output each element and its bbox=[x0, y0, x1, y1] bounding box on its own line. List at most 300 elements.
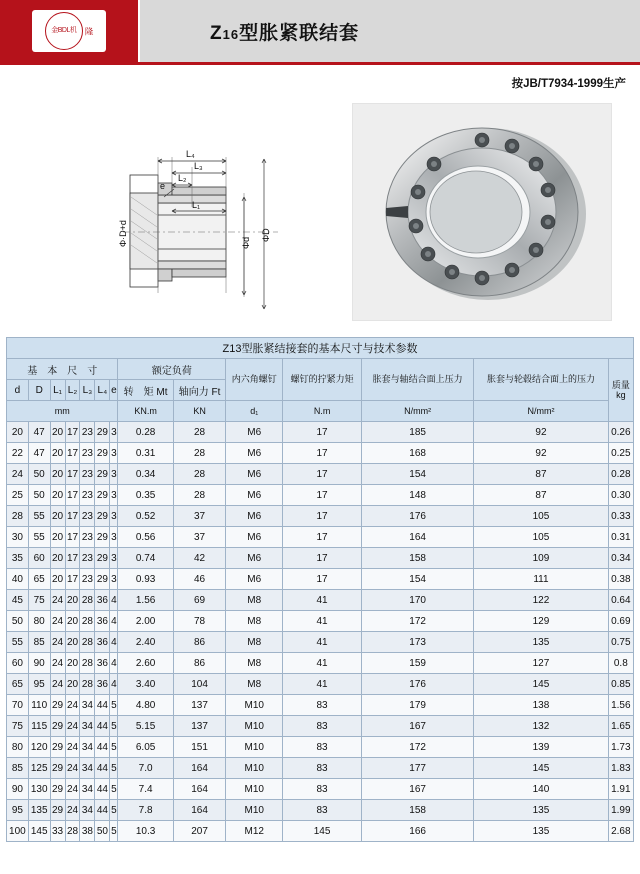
table-cell: 50 bbox=[28, 485, 50, 506]
table-cell: 20 bbox=[65, 674, 80, 695]
table-cell: 47 bbox=[28, 422, 50, 443]
table-cell: 109 bbox=[474, 548, 608, 569]
table-cell: 185 bbox=[362, 422, 474, 443]
table-cell: 86 bbox=[173, 653, 226, 674]
table-cell: 34 bbox=[80, 695, 95, 716]
table-cell: 29 bbox=[50, 695, 65, 716]
table-cell: M10 bbox=[226, 737, 283, 758]
table-cell: 167 bbox=[362, 716, 474, 737]
table-cell: 5 bbox=[110, 695, 118, 716]
table-cell: 5 bbox=[110, 821, 118, 842]
table-cell: 17 bbox=[65, 548, 80, 569]
unit-ma: N.m bbox=[283, 401, 362, 422]
table-cell: 34 bbox=[80, 716, 95, 737]
table-cell: M8 bbox=[226, 590, 283, 611]
table-cell: 17 bbox=[283, 422, 362, 443]
table-cell: 0.69 bbox=[608, 611, 633, 632]
table-cell: M6 bbox=[226, 485, 283, 506]
table-cell: 24 bbox=[65, 800, 80, 821]
table-cell: M6 bbox=[226, 548, 283, 569]
table-cell: 0.56 bbox=[118, 527, 173, 548]
table-cell: 60 bbox=[28, 548, 50, 569]
table-cell: 23 bbox=[80, 443, 95, 464]
unit-pf2: N/mm² bbox=[474, 401, 608, 422]
dim-label-L2: L₂ bbox=[178, 173, 187, 183]
figure-area bbox=[8, 97, 632, 327]
col-L2: L₂ bbox=[65, 380, 80, 401]
table-cell: 44 bbox=[95, 758, 110, 779]
table-cell: 83 bbox=[283, 800, 362, 821]
col-e: e bbox=[110, 380, 118, 401]
unit-pf: N/mm² bbox=[362, 401, 474, 422]
table-cell: 28 bbox=[173, 422, 226, 443]
dim-label-L3: L₃ bbox=[194, 161, 203, 171]
table-cell: 30 bbox=[7, 527, 29, 548]
dim-label-Dd: Φ·D+d bbox=[118, 220, 128, 247]
table-cell: 17 bbox=[65, 569, 80, 590]
dim-label-d: Φd bbox=[241, 236, 251, 249]
col-D: D bbox=[28, 380, 50, 401]
table-cell: 10.3 bbox=[118, 821, 173, 842]
table-cell: 0.74 bbox=[118, 548, 173, 569]
table-row bbox=[7, 464, 634, 485]
table-cell: 2.40 bbox=[118, 632, 173, 653]
table-cell: 122 bbox=[474, 590, 608, 611]
table-cell: 24 bbox=[65, 716, 80, 737]
table-cell: 127 bbox=[474, 653, 608, 674]
table-cell: 45 bbox=[7, 590, 29, 611]
table-cell: 0.25 bbox=[608, 443, 633, 464]
table-cell: 17 bbox=[65, 464, 80, 485]
table-cell: 47 bbox=[28, 443, 50, 464]
table-cell: 29 bbox=[50, 800, 65, 821]
table-cell: 23 bbox=[80, 422, 95, 443]
table-cell: 5 bbox=[110, 737, 118, 758]
table-cell: 135 bbox=[474, 821, 608, 842]
table-cell: 85 bbox=[7, 758, 29, 779]
page-title-rest: 型胀紧联结套 bbox=[239, 22, 360, 44]
table-cell: 17 bbox=[65, 443, 80, 464]
table-caption-row bbox=[7, 338, 634, 359]
table-cell: 135 bbox=[474, 800, 608, 821]
drawing-svg bbox=[68, 97, 368, 325]
table-cell: 44 bbox=[95, 716, 110, 737]
table-cell: 164 bbox=[173, 758, 226, 779]
spec-table-body bbox=[7, 422, 634, 842]
company-logo bbox=[32, 10, 106, 52]
table-cell: 29 bbox=[95, 485, 110, 506]
table-cell: 140 bbox=[474, 779, 608, 800]
table-cell: 50 bbox=[7, 611, 29, 632]
table-cell: 20 bbox=[65, 632, 80, 653]
table-cell: 135 bbox=[28, 800, 50, 821]
table-cell: 41 bbox=[283, 653, 362, 674]
table-cell: M8 bbox=[226, 653, 283, 674]
table-cell: 17 bbox=[65, 485, 80, 506]
table-cell: 138 bbox=[474, 695, 608, 716]
table-cell: 115 bbox=[28, 716, 50, 737]
unit-mm: mm bbox=[7, 401, 118, 422]
table-cell: 24 bbox=[50, 632, 65, 653]
table-cell: 90 bbox=[28, 653, 50, 674]
table-cell: 83 bbox=[283, 716, 362, 737]
table-cell: 28 bbox=[173, 464, 226, 485]
table-cell: M8 bbox=[226, 632, 283, 653]
group-torque: 螺钉的拧紧力矩 bbox=[283, 359, 362, 401]
table-cell: 159 bbox=[362, 653, 474, 674]
table-cell: 5.15 bbox=[118, 716, 173, 737]
table-cell: 176 bbox=[362, 674, 474, 695]
table-cell: 3 bbox=[110, 443, 118, 464]
table-row bbox=[7, 800, 634, 821]
table-cell: 50 bbox=[28, 464, 50, 485]
table-cell: 29 bbox=[95, 422, 110, 443]
table-cell: M6 bbox=[226, 422, 283, 443]
table-cell: 3 bbox=[110, 527, 118, 548]
dim-label-L4: L₄ bbox=[186, 149, 195, 159]
table-cell: M12 bbox=[226, 821, 283, 842]
table-cell: 17 bbox=[283, 485, 362, 506]
table-cell: 44 bbox=[95, 800, 110, 821]
unit-header-row bbox=[7, 401, 634, 422]
page-title-prefix: Z bbox=[210, 22, 223, 44]
table-cell: 28 bbox=[173, 443, 226, 464]
table-cell: 1.56 bbox=[118, 590, 173, 611]
table-cell: 0.30 bbox=[608, 485, 633, 506]
table-cell: 17 bbox=[283, 548, 362, 569]
table-cell: 23 bbox=[80, 506, 95, 527]
table-cell: 28 bbox=[173, 485, 226, 506]
table-cell: 44 bbox=[95, 779, 110, 800]
logo-block bbox=[0, 0, 140, 62]
table-cell: 0.28 bbox=[608, 464, 633, 485]
table-cell: 0.26 bbox=[608, 422, 633, 443]
table-cell: 137 bbox=[173, 716, 226, 737]
table-cell: M6 bbox=[226, 464, 283, 485]
table-cell: M8 bbox=[226, 611, 283, 632]
table-cell: 25 bbox=[7, 485, 29, 506]
table-cell: 4 bbox=[110, 632, 118, 653]
table-cell: 17 bbox=[283, 464, 362, 485]
table-cell: 5 bbox=[110, 758, 118, 779]
table-cell: 125 bbox=[28, 758, 50, 779]
table-cell: 176 bbox=[362, 506, 474, 527]
table-cell: 28 bbox=[7, 506, 29, 527]
group-load: 额定负荷 bbox=[118, 359, 226, 380]
table-cell: 23 bbox=[80, 464, 95, 485]
table-cell: 17 bbox=[65, 527, 80, 548]
table-cell: 41 bbox=[283, 674, 362, 695]
col-axial-ft: 轴向力 Ft bbox=[173, 380, 226, 401]
table-cell: 20 bbox=[50, 527, 65, 548]
table-cell: 83 bbox=[283, 779, 362, 800]
table-cell: 130 bbox=[28, 779, 50, 800]
table-cell: 34 bbox=[80, 800, 95, 821]
table-cell: 17 bbox=[283, 506, 362, 527]
group-p-hub: 胀套与轮毂结合面上的压力 bbox=[474, 359, 608, 401]
table-cell: 29 bbox=[50, 737, 65, 758]
table-cell: 111 bbox=[474, 569, 608, 590]
table-cell: 24 bbox=[65, 737, 80, 758]
table-cell: 179 bbox=[362, 695, 474, 716]
table-cell: 50 bbox=[95, 821, 110, 842]
table-cell: 0.52 bbox=[118, 506, 173, 527]
table-cell: 28 bbox=[80, 590, 95, 611]
table-cell: 41 bbox=[283, 632, 362, 653]
table-cell: 38 bbox=[80, 821, 95, 842]
table-cell: 90 bbox=[7, 779, 29, 800]
table-cell: 70 bbox=[7, 695, 29, 716]
page-title bbox=[210, 18, 359, 45]
table-cell: 0.75 bbox=[608, 632, 633, 653]
table-cell: 24 bbox=[50, 653, 65, 674]
table-cell: 24 bbox=[65, 758, 80, 779]
table-cell: 20 bbox=[65, 611, 80, 632]
table-cell: 34 bbox=[80, 779, 95, 800]
table-cell: 65 bbox=[7, 674, 29, 695]
table-cell: 17 bbox=[65, 422, 80, 443]
table-cell: 0.64 bbox=[608, 590, 633, 611]
table-cell: 17 bbox=[283, 443, 362, 464]
col-L4: L₄ bbox=[95, 380, 110, 401]
col-torque-mt: 转 矩 Mt bbox=[118, 380, 173, 401]
table-row bbox=[7, 569, 634, 590]
table-cell: 2.68 bbox=[608, 821, 633, 842]
table-row bbox=[7, 695, 634, 716]
table-cell: 145 bbox=[474, 674, 608, 695]
page-header bbox=[0, 0, 640, 62]
dim-label-e: e bbox=[160, 181, 166, 191]
table-cell: 20 bbox=[50, 569, 65, 590]
table-cell: 23 bbox=[80, 527, 95, 548]
table-cell: 0.33 bbox=[608, 506, 633, 527]
table-cell: 0.34 bbox=[608, 548, 633, 569]
table-cell: 23 bbox=[80, 569, 95, 590]
table-cell: 0.38 bbox=[608, 569, 633, 590]
table-cell: 154 bbox=[362, 464, 474, 485]
table-cell: 105 bbox=[474, 527, 608, 548]
table-cell: 110 bbox=[28, 695, 50, 716]
table-cell: 151 bbox=[173, 737, 226, 758]
table-cell: 34 bbox=[80, 758, 95, 779]
table-cell: 3 bbox=[110, 569, 118, 590]
table-cell: 1.91 bbox=[608, 779, 633, 800]
title-block bbox=[140, 0, 640, 62]
table-row bbox=[7, 422, 634, 443]
group-p-shaft: 胀套与轴结合面上压力 bbox=[362, 359, 474, 401]
table-cell: 29 bbox=[95, 443, 110, 464]
table-cell: 0.34 bbox=[118, 464, 173, 485]
table-cell: 20 bbox=[50, 422, 65, 443]
table-row bbox=[7, 821, 634, 842]
table-cell: 28 bbox=[80, 611, 95, 632]
table-cell: M10 bbox=[226, 758, 283, 779]
table-cell: 36 bbox=[95, 632, 110, 653]
table-cell: 24 bbox=[65, 695, 80, 716]
unit-knm: KN.m bbox=[118, 401, 173, 422]
standard-note: 按JB/T7934-1999生产 bbox=[511, 78, 626, 90]
table-row bbox=[7, 716, 634, 737]
technical-drawing bbox=[68, 97, 368, 325]
table-cell: 168 bbox=[362, 443, 474, 464]
table-cell: 158 bbox=[362, 800, 474, 821]
table-cell: 35 bbox=[7, 548, 29, 569]
table-cell: 85 bbox=[28, 632, 50, 653]
table-cell: 28 bbox=[65, 821, 80, 842]
table-cell: 36 bbox=[95, 611, 110, 632]
table-cell: M10 bbox=[226, 800, 283, 821]
table-cell: 20 bbox=[50, 506, 65, 527]
table-cell: 3 bbox=[110, 464, 118, 485]
table-cell: 0.93 bbox=[118, 569, 173, 590]
table-cell: 87 bbox=[474, 485, 608, 506]
spec-table-wrap bbox=[6, 337, 634, 842]
table-cell: 95 bbox=[7, 800, 29, 821]
table-cell: 164 bbox=[173, 800, 226, 821]
table-cell: 20 bbox=[50, 443, 65, 464]
table-cell: M6 bbox=[226, 506, 283, 527]
table-cell: 24 bbox=[50, 674, 65, 695]
product-photo-svg bbox=[353, 104, 611, 320]
table-cell: 100 bbox=[7, 821, 29, 842]
table-cell: 0.31 bbox=[608, 527, 633, 548]
table-cell: 3.40 bbox=[118, 674, 173, 695]
table-cell: 148 bbox=[362, 485, 474, 506]
group-basic: 基 本 尺 寸 bbox=[7, 359, 118, 380]
table-cell: 0.85 bbox=[608, 674, 633, 695]
table-row bbox=[7, 758, 634, 779]
spec-table bbox=[6, 337, 634, 842]
table-cell: 5 bbox=[110, 716, 118, 737]
table-caption: Z13型胀紧结接套的基本尺寸与技术参数 bbox=[7, 338, 634, 359]
table-cell: 60 bbox=[7, 653, 29, 674]
table-cell: 2.00 bbox=[118, 611, 173, 632]
table-cell: M8 bbox=[226, 674, 283, 695]
col-d: d bbox=[7, 380, 29, 401]
table-cell: 20 bbox=[50, 464, 65, 485]
table-row bbox=[7, 485, 634, 506]
table-cell: 173 bbox=[362, 632, 474, 653]
table-cell: 36 bbox=[95, 590, 110, 611]
dim-label-D: ΦD bbox=[261, 228, 271, 242]
table-cell: 17 bbox=[283, 527, 362, 548]
table-cell: 46 bbox=[173, 569, 226, 590]
table-cell: 95 bbox=[28, 674, 50, 695]
table-cell: 0.28 bbox=[118, 422, 173, 443]
table-cell: 29 bbox=[50, 716, 65, 737]
table-cell: 24 bbox=[50, 590, 65, 611]
table-cell: 3 bbox=[110, 506, 118, 527]
table-cell: 158 bbox=[362, 548, 474, 569]
table-cell: 29 bbox=[95, 506, 110, 527]
table-cell: 41 bbox=[283, 611, 362, 632]
table-cell: 80 bbox=[7, 737, 29, 758]
table-cell: 34 bbox=[80, 737, 95, 758]
table-cell: 170 bbox=[362, 590, 474, 611]
table-cell: 154 bbox=[362, 569, 474, 590]
table-cell: M10 bbox=[226, 695, 283, 716]
table-cell: 33 bbox=[50, 821, 65, 842]
table-cell: 29 bbox=[95, 548, 110, 569]
table-cell: 29 bbox=[50, 779, 65, 800]
col-L3: L₃ bbox=[80, 380, 95, 401]
table-cell: 166 bbox=[362, 821, 474, 842]
table-cell: 23 bbox=[80, 548, 95, 569]
table-row bbox=[7, 527, 634, 548]
logo-circle-mark: 金BDL机 bbox=[45, 12, 83, 50]
table-cell: 6.05 bbox=[118, 737, 173, 758]
table-cell: 42 bbox=[173, 548, 226, 569]
table-cell: 164 bbox=[362, 527, 474, 548]
unit-d1: d₁ bbox=[226, 401, 283, 422]
table-cell: 7.8 bbox=[118, 800, 173, 821]
table-cell: 0.8 bbox=[608, 653, 633, 674]
table-cell: 20 bbox=[50, 548, 65, 569]
table-cell: 145 bbox=[28, 821, 50, 842]
table-cell: 139 bbox=[474, 737, 608, 758]
table-cell: 145 bbox=[283, 821, 362, 842]
table-cell: 41 bbox=[283, 590, 362, 611]
table-cell: 65 bbox=[28, 569, 50, 590]
table-cell: 1.56 bbox=[608, 695, 633, 716]
col-L1: L₁ bbox=[50, 380, 65, 401]
table-cell: 4 bbox=[110, 590, 118, 611]
table-cell: 20 bbox=[65, 653, 80, 674]
table-cell: 36 bbox=[95, 674, 110, 695]
table-cell: 23 bbox=[80, 485, 95, 506]
table-row bbox=[7, 548, 634, 569]
table-cell: 80 bbox=[28, 611, 50, 632]
table-cell: M10 bbox=[226, 779, 283, 800]
table-cell: 4 bbox=[110, 674, 118, 695]
table-cell: 0.31 bbox=[118, 443, 173, 464]
table-cell: 37 bbox=[173, 527, 226, 548]
table-cell: M6 bbox=[226, 443, 283, 464]
table-cell: 172 bbox=[362, 737, 474, 758]
table-cell: 20 bbox=[50, 485, 65, 506]
table-cell: 177 bbox=[362, 758, 474, 779]
table-row bbox=[7, 443, 634, 464]
table-cell: 4 bbox=[110, 653, 118, 674]
table-cell: 105 bbox=[474, 506, 608, 527]
table-cell: 5 bbox=[110, 779, 118, 800]
table-cell: 135 bbox=[474, 632, 608, 653]
table-cell: 83 bbox=[283, 758, 362, 779]
table-cell: 132 bbox=[474, 716, 608, 737]
table-cell: 40 bbox=[7, 569, 29, 590]
table-cell: 7.4 bbox=[118, 779, 173, 800]
table-cell: 24 bbox=[65, 779, 80, 800]
table-cell: 29 bbox=[50, 758, 65, 779]
table-cell: 75 bbox=[28, 590, 50, 611]
table-cell: 0.35 bbox=[118, 485, 173, 506]
table-cell: 83 bbox=[283, 737, 362, 758]
table-row bbox=[7, 737, 634, 758]
table-cell: 1.83 bbox=[608, 758, 633, 779]
unit-kn: KN bbox=[173, 401, 226, 422]
table-cell: 92 bbox=[474, 422, 608, 443]
table-cell: 104 bbox=[173, 674, 226, 695]
product-photo bbox=[352, 103, 612, 321]
group-header-row bbox=[7, 359, 634, 380]
table-cell: 20 bbox=[7, 422, 29, 443]
table-cell: 5 bbox=[110, 800, 118, 821]
spec-table-head bbox=[7, 338, 634, 422]
table-cell: M10 bbox=[226, 716, 283, 737]
table-cell: 145 bbox=[474, 758, 608, 779]
table-cell: 3 bbox=[110, 485, 118, 506]
page-title-subscript: 16 bbox=[222, 26, 240, 42]
